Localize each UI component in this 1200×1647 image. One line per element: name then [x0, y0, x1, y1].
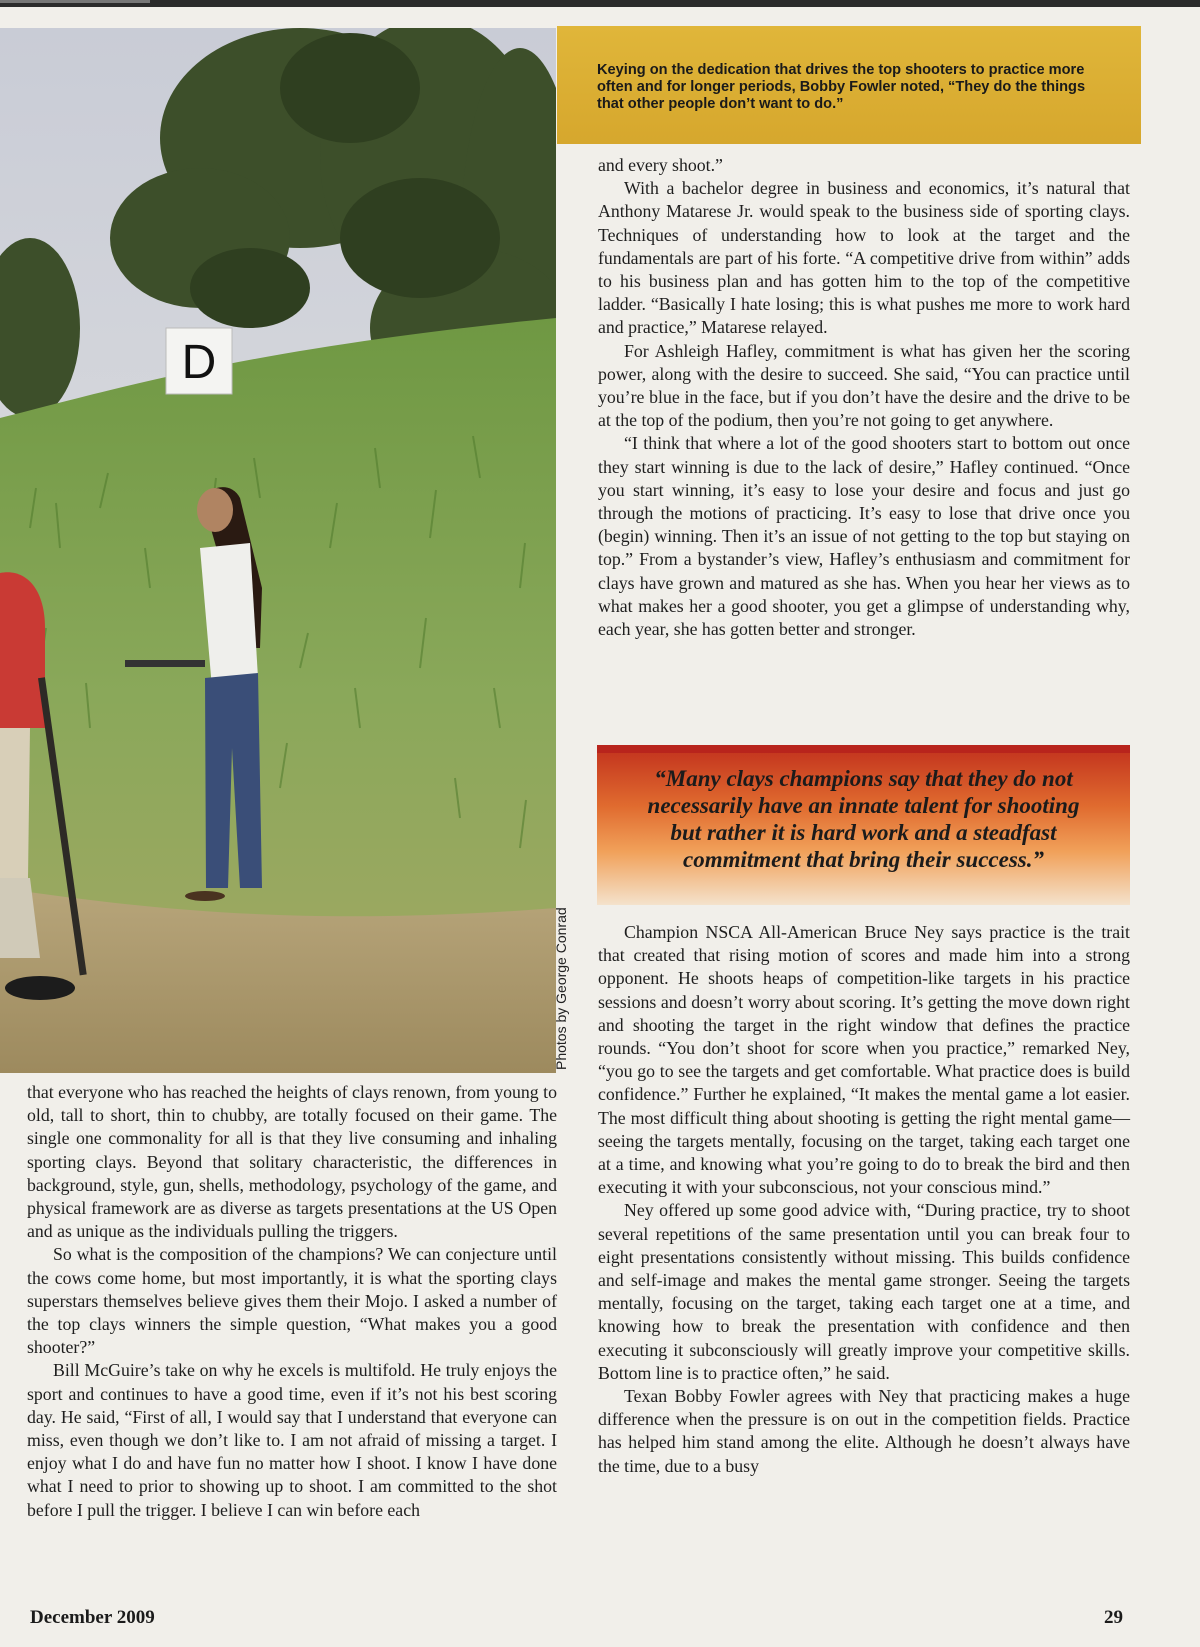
- range-sign-letter: D: [181, 336, 217, 389]
- body-paragraph: So what is the composition of the champions? We can conjecture until the cows come home, but most importantly, it is what the sporting clays superstars themselves believe gives them their Mojo. I asked a number of the top clays winners the simple question, “What makes you a good shooter?”: [27, 1244, 557, 1358]
- body-paragraph: Bill McGuire’s take on why he excels is multifold. He truly enjoys the sport and continues to have a good time, even if it’s not his best scoring day. He said, “First of all, I would say that I understand that everyone can miss, even though we don’t like to. I am not afraid of missing a target. I enjoy what I do and have fun no matter how I shoot. I know I have done what I need to prior to showing up to shoot. I am committed to the shot before I pull the trigger. I believe I can win before each: [27, 1360, 557, 1520]
- body-paragraph: For Ashleigh Hafley, commitment is what has given her the scoring power, along with the desire to succeed. She said, “You can practice until you’re blue in the face, but if you don’t have the desire and the drive to be at the top of the podium, then you’re not going to get anywhere.: [598, 340, 1130, 431]
- body-paragraph: “I think that where a lot of the good shooters start to bottom out once they start winning is due to the lack of desire,” Hafley continued. “Once you start winning, it’s easy to lose your desire and focus and just go through the motions of practicing. It’s easy to lose that drive once you (begin) winning. Then it’s an issue of not getting to the top but staying on top.” From a bystander’s view, Hafley’s enthusiasm and commitment for clays have grown and matured as she has. When you hear her views as to what makes her a good shooter, you get a glimpse of understanding why, each year, she has gotten better and stronger.: [598, 433, 1130, 640]
- mid-pull-quote: [597, 745, 1130, 905]
- top-edge-notch: [0, 0, 150, 3]
- body-paragraph: Ney offered up some good advice with, “During practice, try to shoot several repetitions of the same presentation until you can break four to eight presentations consistently without missing. This builds confidence and self-image and makes the mental game stronger. Seeing the targets mentally, focusing on the target, taking each target one at a time, and knowing how to break the presentation with confidence and then executing it subconsciously will greatly improve your competitive skills. Bottom line is to practice often,” he said.: [598, 1200, 1130, 1383]
- right-column-top: [598, 154, 1130, 641]
- mid-pull-quote-text: “Many clays champions say that they do not necessarily have an innate talent for shooting but rather it is hard work and a steadfast commitment that bring their success.”: [647, 766, 1080, 872]
- feature-photo: [0, 28, 556, 1073]
- body-paragraph: With a bachelor degree in business and economics, it’s natural that Anthony Matarese Jr. would speak to the business side of sporting clays. Techniques of understanding how to look at the target and the fundamentals are part of his forte. “A competitive drive from within” adds to his business plan and has gotten him to the top of the competitive ladder. “Basically I hate losing; this is what pushes me more to work hard and practice,” Matarese relayed.: [598, 178, 1130, 338]
- body-paragraph: Champion NSCA All-American Bruce Ney says practice is the trait that created that rising motion of scores and made him into a strong opponent. He shoots heaps of competition-like targets in his practice sessions and doesn’t worry about scoring. It’s getting the move down right and shooting the target in the right window that defines the practice rounds. “You don’t shoot for score when you practice,” remarked Ney, “you go to see the targets and get comfortable. What practice does is build confidence.” Further he explained, “It makes the mental game a lot easier. The most difficult thing about shooting is getting the right mental game—seeing the targets mentally, focusing on the target, taking each target one at a time, and knowing what you’re going to do to break the bird and then executing it with your subconscious, not your conscious mind.”: [598, 922, 1130, 1198]
- body-paragraph: that everyone who has reached the heights of clays renown, from young to old, tall to short, thin to chubby, are totally focused on their game. The single one commonality for all is that they live consuming and inhaling sporting clays. Beyond that solitary characteristic, the differences in background, style, gun, shells, methodology, psychology of the game, and physical framework are as diverse as targets presentations at the US Open and as unique as the individuals pulling the triggers.: [27, 1082, 557, 1242]
- left-column: [27, 1081, 557, 1522]
- body-paragraph: Texan Bobby Fowler agrees with Ney that practicing makes a huge difference when the pressure is on out in the competition fields. Practice has helped him stand among the elite. Although he doesn’t always have the time, due to a busy: [598, 1386, 1130, 1476]
- body-paragraph: and every shoot.”: [598, 155, 723, 175]
- top-edge-bar: [0, 0, 1200, 7]
- page-number: 29: [1104, 1607, 1123, 1628]
- issue-date: December 2009: [30, 1607, 155, 1628]
- right-column-bottom: [598, 921, 1130, 1478]
- top-pull-quote: Keying on the dedication that drives the top shooters to practice more often and for longer periods, Bobby Fowler noted, “They do the things that other people don’t want to do.”: [557, 26, 1141, 144]
- photo-credit: Photos by George Conrad: [553, 907, 569, 1070]
